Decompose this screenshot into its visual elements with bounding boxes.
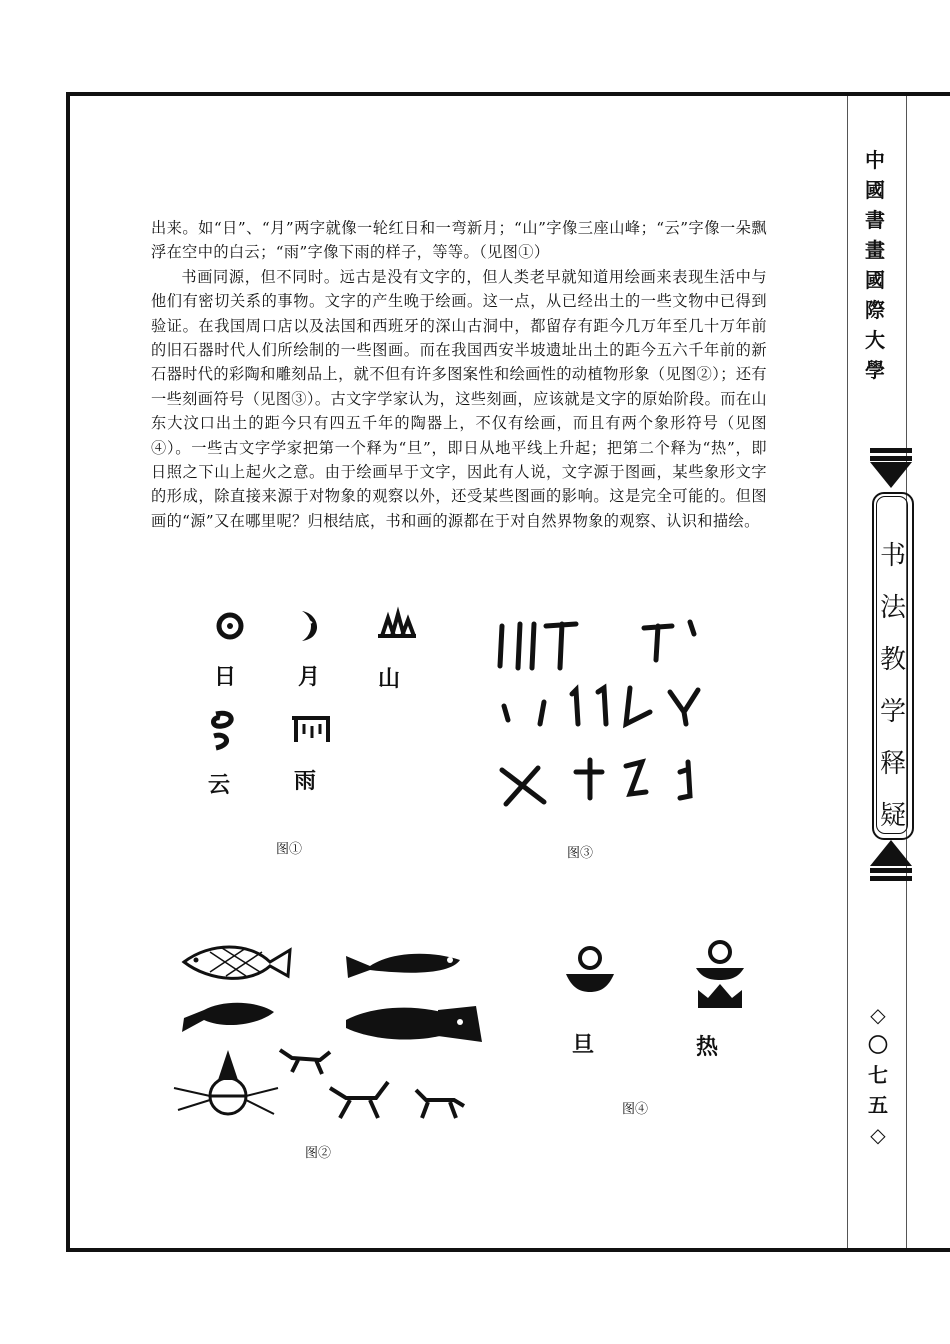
frame-bottom-border	[66, 1248, 950, 1252]
page-number-char: 五	[868, 1093, 888, 1117]
fig1-caption: 图①	[276, 842, 303, 857]
university-name	[858, 145, 892, 385]
university-char: 大	[865, 328, 885, 352]
fig1-label: 山	[378, 667, 401, 692]
book-title-char: 释	[879, 749, 906, 779]
book-title	[872, 530, 914, 842]
page-number-char: ◇	[870, 1003, 886, 1027]
book-title-char: 疑	[879, 801, 906, 831]
university-char: 畫	[865, 238, 885, 262]
university-char: 學	[865, 358, 885, 382]
fig4-caption: 图④	[622, 1102, 649, 1117]
page-number-char: 〇	[868, 1033, 888, 1057]
university-char: 國	[865, 178, 885, 202]
fig1-moon-pictograph	[294, 608, 328, 644]
fig1-label: 月	[298, 665, 321, 690]
fig1-label: 雨	[294, 769, 317, 794]
decor-triangle-bottom	[870, 840, 912, 866]
university-char: 際	[865, 298, 885, 322]
university-char: 中	[865, 148, 885, 172]
book-title-char: 书	[879, 541, 906, 571]
fig1-cloud-pictograph	[206, 708, 240, 752]
book-title-char: 法	[879, 593, 906, 623]
university-char: 書	[865, 208, 885, 232]
fig1-mountain-pictograph	[374, 610, 420, 640]
decor-band	[870, 456, 912, 461]
fig3-incised-signs	[490, 612, 710, 812]
decor-band	[870, 868, 912, 873]
paragraph: 出来。如“日”、“月”两字就像一轮红日和一弯新月；“山”字像三座山峰；“云”字像一朵飘浮在空中的白云；“雨”字像下雨的样子，等等。（见图①）	[151, 219, 767, 262]
page-number	[862, 1000, 894, 1150]
page-number-char: 七	[868, 1063, 888, 1087]
fig3-caption: 图③	[567, 846, 594, 861]
fig1-rain-pictograph	[288, 712, 334, 748]
frame-left-border	[66, 92, 70, 1252]
page-number-char: ◇	[870, 1123, 886, 1147]
sidebar-rule-left	[847, 96, 848, 1248]
decor-triangle-top	[870, 462, 912, 488]
fig4-label: 旦	[572, 1033, 595, 1058]
university-char: 國	[865, 268, 885, 292]
paragraph: 书画同源，但不同时。远古是没有文字的，但人类老早就知道用绘画来表现生活中与他们有密切关系的事物。文字的产生晚于绘画。这一点，从已经出土的一些文物中已得到验证。在我国周口店以及法国和西班牙的深山古洞中，都留存有距今几万年至几十万年前的旧石器时代人们所绘制的一些图画。而在我国西安半坡遗址出土的距今五六千年前的新石器时代的彩陶和雕刻品上，就不但有许多图案性和绘画性的动植物形象（见图②）；还有一些刻画符号（见图③）。古文字学家认为，这些刻画，应该就是文字的原始阶段。而在山东大汶口出土的距今只有四五千年的陶器上，不仅有绘画，而且有两个象形符号（见图④）。一些古文字学家把第一个释为“旦”，即日从地平线上升起；把第二个释为“热”，即日照之下山上起火之意。由于绘画早于文字，因此有人说，文字源于图画，某些象形文字的形成，除直接来源于对物象的观察以外，还受某些图画的影响。这是完全可能的。但图画的“源”又在哪里呢？归根结底，书和画的源都在于对自然界物象的观察、认识和描绘。	[151, 267, 767, 530]
book-title-char: 学	[879, 697, 906, 727]
fig2-animal-drawings	[170, 932, 490, 1132]
fig4-label: 热	[696, 1035, 719, 1060]
decor-band	[870, 448, 912, 453]
fig1-label: 云	[208, 773, 231, 798]
frame-top-border	[66, 92, 950, 96]
fig4-dan-pictograph	[560, 944, 624, 998]
decor-band	[870, 876, 912, 881]
book-title-char: 教	[879, 645, 906, 675]
fig4-re-pictograph	[690, 938, 754, 1012]
fig1-label: 日	[214, 665, 237, 690]
fig1-sun-pictograph	[214, 610, 246, 642]
fig2-caption: 图②	[305, 1146, 332, 1161]
body-text	[151, 216, 767, 533]
